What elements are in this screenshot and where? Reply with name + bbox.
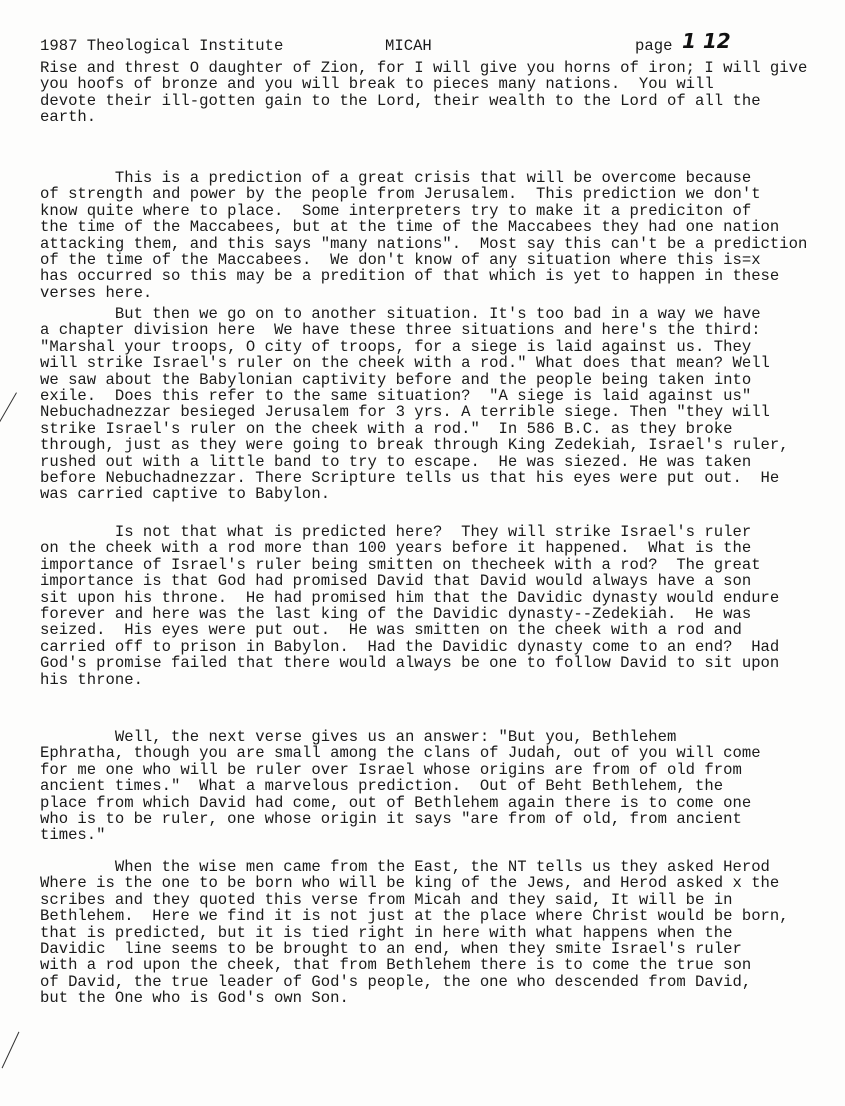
text-line: for me one who will be ruler over Israel whose origins are from of old from (40, 760, 742, 779)
page-number-handwritten: 1 12 (682, 29, 731, 53)
text-line: that is predicted, but it is tied right in here with what happens when the (40, 923, 733, 942)
text-line: importance is that God had promised David that David would always have a son (40, 572, 752, 591)
paragraph-5 (40, 729, 761, 844)
text-line: importance of Israel's ruler being smitten on thecheek with a rod? The great (40, 555, 761, 574)
text-line: but the One who is God's own Son. (40, 989, 349, 1008)
text-line: "Marshal your troops, O city of troops, for a siege is laid against us. They (40, 337, 752, 356)
text-line: on the cheek with a rod more than 100 years before it happened. What is the (40, 539, 752, 558)
text-line: was carried captive to Babylon. (40, 485, 331, 504)
header-left: 1987 Theological Institute (40, 37, 284, 55)
text-line: But then we go on to another situation. It's too bad in a way we have (40, 305, 761, 323)
text-line: Nebuchadnezzar besieged Jerusalem for 3 yrs. A terrible siege. Then "they will (40, 403, 770, 422)
text-line: forever and here was the last king of the Davidic dynasty--Zedekiah. He was (40, 604, 752, 623)
page-label: page (635, 37, 673, 55)
text-line: of the time of the Maccabees. We don't know of any situation where this is=x (40, 250, 761, 269)
text-line: of strength and power by the people from Jerusalem. This prediction we don't (40, 185, 761, 204)
text-line: times." (40, 826, 106, 845)
text-line: Davidic line seems to be brought to an end, when they smite Israel's ruler (40, 939, 742, 958)
text-line: Bethlehem. Here we find it is not just at the place where Christ would be born, (40, 907, 789, 926)
text-line: the time of the Maccabees, but at the time of the Maccabees they had one nation (40, 218, 780, 237)
text-line: Rise and threst O daughter of Zion, for I will give you horns of iron; I will give (40, 59, 808, 77)
text-line: earth. (40, 108, 97, 127)
text-line: devote their ill-gotten gain to the Lord, their wealth to the Lord of all the (40, 91, 761, 110)
paragraph-6 (40, 859, 789, 1007)
text-line: seized. His eyes were put out. He was smitten on the cheek with a rod and (40, 621, 742, 640)
margin-mark (0, 392, 17, 427)
text-line: we saw about the Babylonian captivity before and the people being taken into (40, 370, 752, 389)
text-line: verses here. (40, 283, 153, 302)
text-line: Is not that what is predicted here? They will strike Israel's ruler (40, 523, 752, 541)
text-line: you hoofs of bronze and you will break to pieces many nations. You will (40, 75, 714, 94)
text-line: When the wise men came from the East, the NT tells us they asked Herod (40, 858, 770, 876)
text-line: place from which David had come, out of Bethlehem again there is to come one (40, 793, 752, 812)
text-line: attacking them, and this says "many nations". Most say this can't be a prediction (40, 234, 808, 253)
text-line: before Nebuchadnezzar. There Scripture tells us that his eyes were put out. He (40, 468, 780, 487)
text-line: rushed out with a little band to try to escape. He was siezed. He was taken (40, 452, 752, 471)
text-line: ancient times." What a marvelous prediction. Out of Beht Bethlehem, the (40, 777, 724, 796)
text-line: of David, the true leader of God's people, the one who descended from David, (40, 972, 752, 991)
text-line: has occurred so this may be a predition of that which is yet to happen in these (40, 267, 780, 286)
paragraph-3 (40, 306, 789, 503)
text-line: This is a prediction of a great crisis that will be overcome because (40, 169, 752, 187)
text-line: exile. Does this refer to the same situation? "A siege is laid against us" (40, 386, 752, 405)
text-line: a chapter division here We have these three situations and here's the third: (40, 321, 761, 340)
text-line: God's promise failed that there would always be one to follow David to sit upon (40, 654, 780, 673)
text-line: Well, the next verse gives us an answer: "But you, Bethlehem (40, 728, 677, 746)
text-line: sit upon his throne. He had promised him that the Davidic dynasty would endure (40, 588, 780, 607)
text-line: with a rod upon the cheek, that from Bethlehem there is to come the true son (40, 956, 752, 975)
paragraph-4 (40, 524, 779, 688)
text-line: know quite where to place. Some interpreters try to make it a prediciton of (40, 201, 752, 220)
header-title: MICAH (385, 37, 432, 55)
paragraph-1 (40, 60, 807, 126)
paragraph-2 (40, 170, 807, 301)
text-line: Where is the one to be born who will be king of the Jews, and Herod asked x the (40, 874, 780, 893)
text-line: strike Israel's ruler on the cheek with a rod." In 586 B.C. as they broke (40, 419, 733, 438)
text-line: carried off to prison in Babylon. Had the Davidic dynasty come to an end? Had (40, 637, 780, 656)
margin-mark (2, 1032, 20, 1069)
text-line: who is to be ruler, one whose origin it says "are from of old, from ancient (40, 809, 742, 828)
text-line: his throne. (40, 670, 143, 689)
text-line: Ephratha, though you are small among the clans of Judah, out of you will come (40, 744, 761, 763)
text-line: scribes and they quoted this verse from Micah and they said, It will be in (40, 890, 733, 909)
text-line: through, just as they were going to break through King Zedekiah, Israel's ruler, (40, 436, 789, 455)
text-line: will strike Israel's ruler on the cheek with a rod." What does that mean? Well (40, 354, 770, 373)
